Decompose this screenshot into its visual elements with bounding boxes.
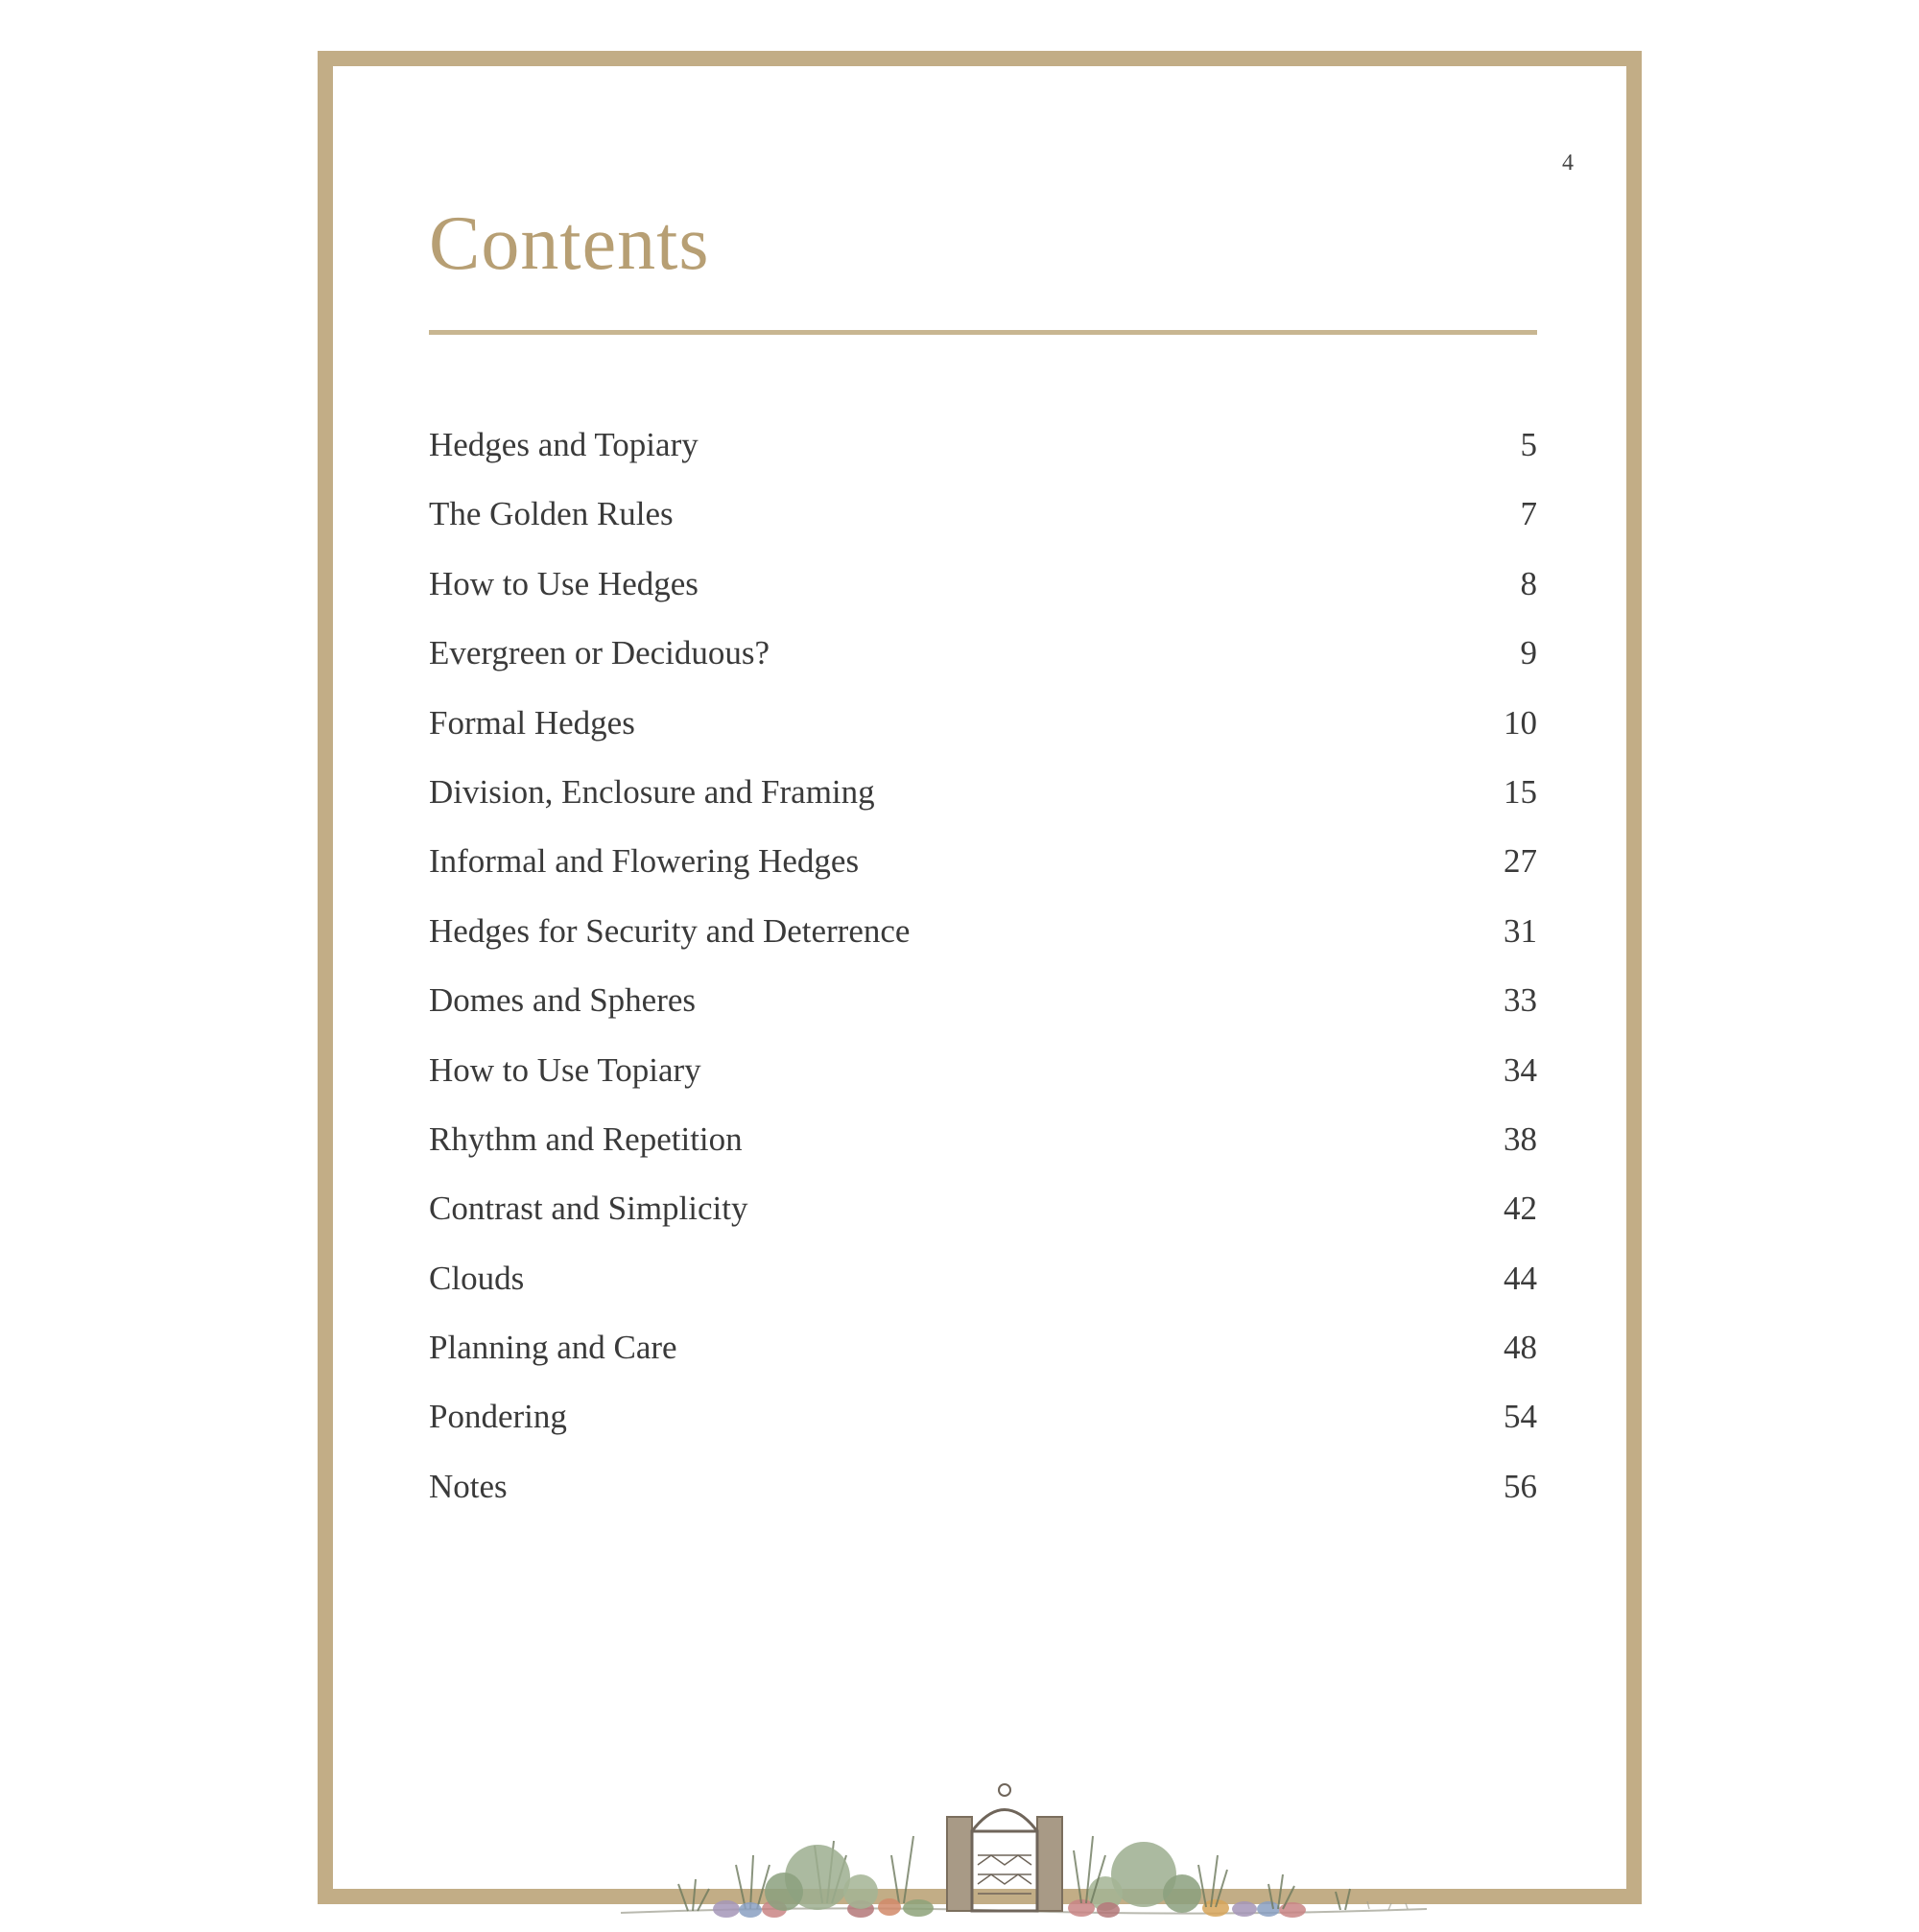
title-divider (429, 330, 1537, 335)
toc-entry-page: 42 (1504, 1190, 1537, 1228)
toc-entry[interactable] (429, 842, 1537, 911)
toc-entry-title: How to Use Hedges (429, 564, 699, 602)
toc-entry-title: Hedges and Topiary (429, 426, 699, 463)
toc-entry-page: 54 (1504, 1398, 1537, 1436)
toc-entry-title: Planning and Care (429, 1329, 677, 1367)
toc-entry[interactable] (429, 1190, 1537, 1259)
toc-entry[interactable] (429, 704, 1537, 773)
toc-entry[interactable] (429, 495, 1537, 564)
toc-entry-title: How to Use Topiary (429, 1050, 701, 1089)
table-of-contents (429, 426, 1537, 1537)
toc-entry-title: Clouds (429, 1259, 525, 1297)
toc-entry[interactable] (429, 1468, 1537, 1537)
toc-entry[interactable] (429, 1329, 1537, 1398)
toc-entry-page: 27 (1504, 842, 1537, 881)
toc-entry-page: 38 (1504, 1119, 1537, 1158)
toc-entry-page: 5 (1520, 426, 1537, 463)
toc-entry-title: Formal Hedges (429, 703, 635, 742)
toc-entry[interactable] (429, 426, 1537, 495)
toc-entry-page: 8 (1520, 564, 1537, 602)
toc-entry-title: Pondering (429, 1398, 567, 1436)
book-page (318, 51, 1642, 1904)
toc-entry-page: 15 (1504, 772, 1537, 811)
toc-entry-page: 31 (1504, 911, 1537, 950)
toc-entry[interactable] (429, 1051, 1537, 1120)
toc-entry-title: Hedges for Security and Deterrence (429, 911, 911, 950)
toc-entry[interactable] (429, 1120, 1537, 1190)
page-title: Contents (429, 201, 710, 286)
toc-entry[interactable] (429, 1260, 1537, 1329)
garden-gate-illustration (582, 1721, 1446, 1932)
toc-entry-title: The Golden Rules (429, 495, 674, 533)
toc-entry-page: 48 (1504, 1329, 1537, 1367)
toc-entry-page: 10 (1504, 703, 1537, 742)
toc-entry-title: Contrast and Simplicity (429, 1190, 748, 1228)
toc-entry-title: Informal and Flowering Hedges (429, 842, 860, 881)
toc-entry-title: Rhythm and Repetition (429, 1119, 743, 1158)
toc-entry-title: Notes (429, 1467, 508, 1505)
toc-entry[interactable] (429, 912, 1537, 981)
toc-entry-page: 34 (1504, 1050, 1537, 1089)
toc-entry-title: Domes and Spheres (429, 981, 697, 1020)
toc-entry-page: 9 (1520, 634, 1537, 672)
toc-entry[interactable] (429, 981, 1537, 1050)
page-number: 4 (1562, 151, 1574, 176)
toc-entry-page: 7 (1520, 495, 1537, 533)
toc-entry[interactable] (429, 1398, 1537, 1467)
toc-entry-title: Evergreen or Deciduous? (429, 634, 770, 672)
toc-entry[interactable] (429, 565, 1537, 634)
toc-entry[interactable] (429, 773, 1537, 842)
toc-entry[interactable] (429, 634, 1537, 703)
toc-entry-title: Division, Enclosure and Framing (429, 772, 875, 811)
toc-entry-page: 33 (1504, 981, 1537, 1020)
toc-entry-page: 56 (1504, 1467, 1537, 1505)
toc-entry-page: 44 (1504, 1259, 1537, 1297)
